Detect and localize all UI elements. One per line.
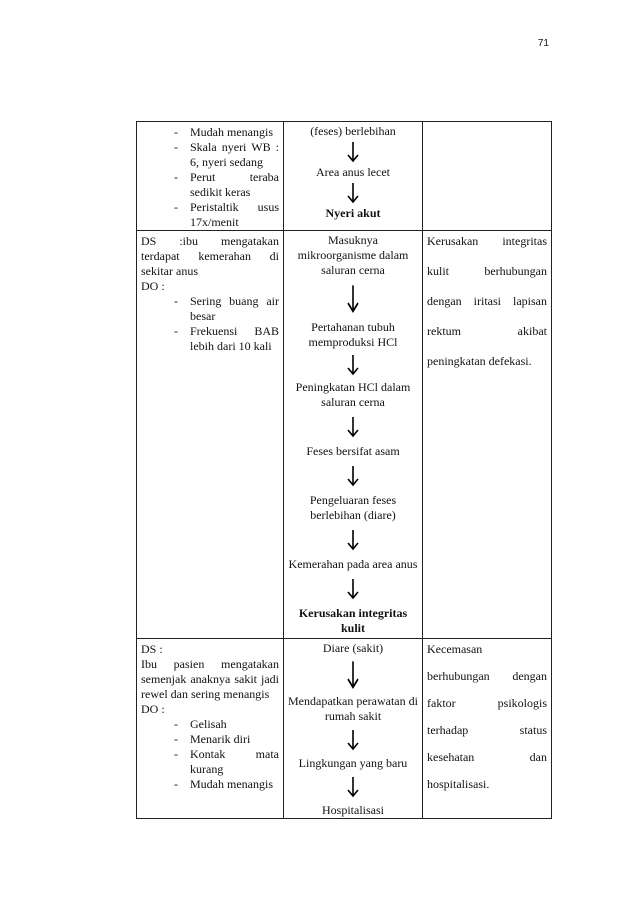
flow-node: Area anus lecet [316, 165, 390, 179]
do-label: DO : [141, 702, 165, 716]
data-cell [137, 122, 284, 231]
ds-text: DS :ibu mengatakan terdapat kemerahan di sekitar anus [141, 234, 279, 278]
list-item: - Gelisah [141, 717, 279, 732]
down-arrow-icon [346, 660, 360, 690]
data-bullet-list [141, 717, 279, 792]
diagnosis-line: hospitalisasi. [427, 777, 490, 791]
down-arrow-icon [346, 465, 360, 487]
diagnosis-line: dengan iritasi lapisan [427, 294, 547, 308]
flow-node: Masuknya mikroorganisme dalam saluran cerna [297, 233, 409, 277]
diagnosis-line: peningkatan defekasi. [427, 354, 532, 368]
data-bullet-list [141, 294, 279, 354]
diagnosis-line: terhadap status [427, 723, 547, 737]
flow-node: Peningkatan HCl dalam saluran cerna [295, 380, 411, 409]
ds-label: DS : [141, 642, 163, 656]
diagnosis-cell [423, 122, 552, 231]
down-arrow-icon [346, 729, 360, 751]
diagnosis-line: rektum akibat [427, 324, 547, 338]
diagnosis-line: kesehatan dan [427, 750, 547, 764]
down-arrow-icon [346, 529, 360, 551]
down-arrow-icon [346, 141, 360, 163]
flow-result: Nyeri akut [325, 206, 381, 220]
do-label: DO : [141, 279, 165, 293]
diagnosis-line: berhubungan dengan [427, 669, 547, 683]
down-arrow-icon [346, 416, 360, 438]
diagnosis-line: faktor psikologis [427, 696, 547, 710]
table-row [137, 639, 552, 819]
diagnosis-line: Kecemasan [427, 642, 483, 656]
flow-result: Kerusakan integritas kulit [298, 606, 408, 635]
data-cell [137, 639, 284, 819]
flow-node: Lingkungan yang baru [298, 756, 408, 770]
flow-node: (feses) berlebihan [310, 124, 396, 138]
flow-node: Pertahanan tubuh memproduksi HCl [308, 320, 398, 349]
data-bullet-list [141, 125, 279, 230]
table-row [137, 122, 552, 231]
etiology-cell [284, 122, 423, 231]
nursing-analysis-table [136, 121, 552, 819]
down-arrow-icon [346, 284, 360, 314]
list-item: - Frekuensi BAB lebih dari 10 kali [141, 324, 279, 354]
diagnosis-cell [423, 231, 552, 639]
flow-node: Hospitalisasi [322, 803, 384, 817]
down-arrow-icon [346, 776, 360, 798]
list-item: - Mudah menangis [141, 777, 279, 792]
ds-text: Ibu pasien mengatakan semenjak anaknya sakit jadi rewel dan sering menangis [141, 657, 279, 701]
table-row [137, 231, 552, 639]
page-number: 71 [537, 38, 549, 49]
list-item: - Mudah menangis [141, 125, 279, 140]
data-cell [137, 231, 284, 639]
flow-node: Kemerahan pada area anus [288, 557, 418, 571]
diagnosis-line: Kerusakan integritas [427, 234, 547, 248]
down-arrow-icon [346, 354, 360, 376]
etiology-cell [284, 639, 423, 819]
list-item: - Menarik diri [141, 732, 279, 747]
flow-node: Pengeluaran feses berlebihan (diare) [309, 493, 397, 522]
list-item: - Kontak mata kurang [141, 747, 279, 777]
flow-node: Mendapatkan perawatan di rumah sakit [288, 694, 418, 723]
flow-node: Diare (sakit) [322, 641, 384, 655]
list-item: - Peristaltik usus 17x/menit [141, 200, 279, 230]
diagnosis-cell [423, 639, 552, 819]
list-item: - Skala nyeri WB : 6, nyeri sedang [141, 140, 279, 170]
down-arrow-icon [346, 182, 360, 204]
etiology-cell [284, 231, 423, 639]
list-item: - Perut teraba sedikit keras [141, 170, 279, 200]
down-arrow-icon [346, 578, 360, 600]
flow-node: Feses bersifat asam [306, 444, 400, 458]
diagnosis-line: kulit berhubungan [427, 264, 547, 278]
list-item: - Sering buang air besar [141, 294, 279, 324]
